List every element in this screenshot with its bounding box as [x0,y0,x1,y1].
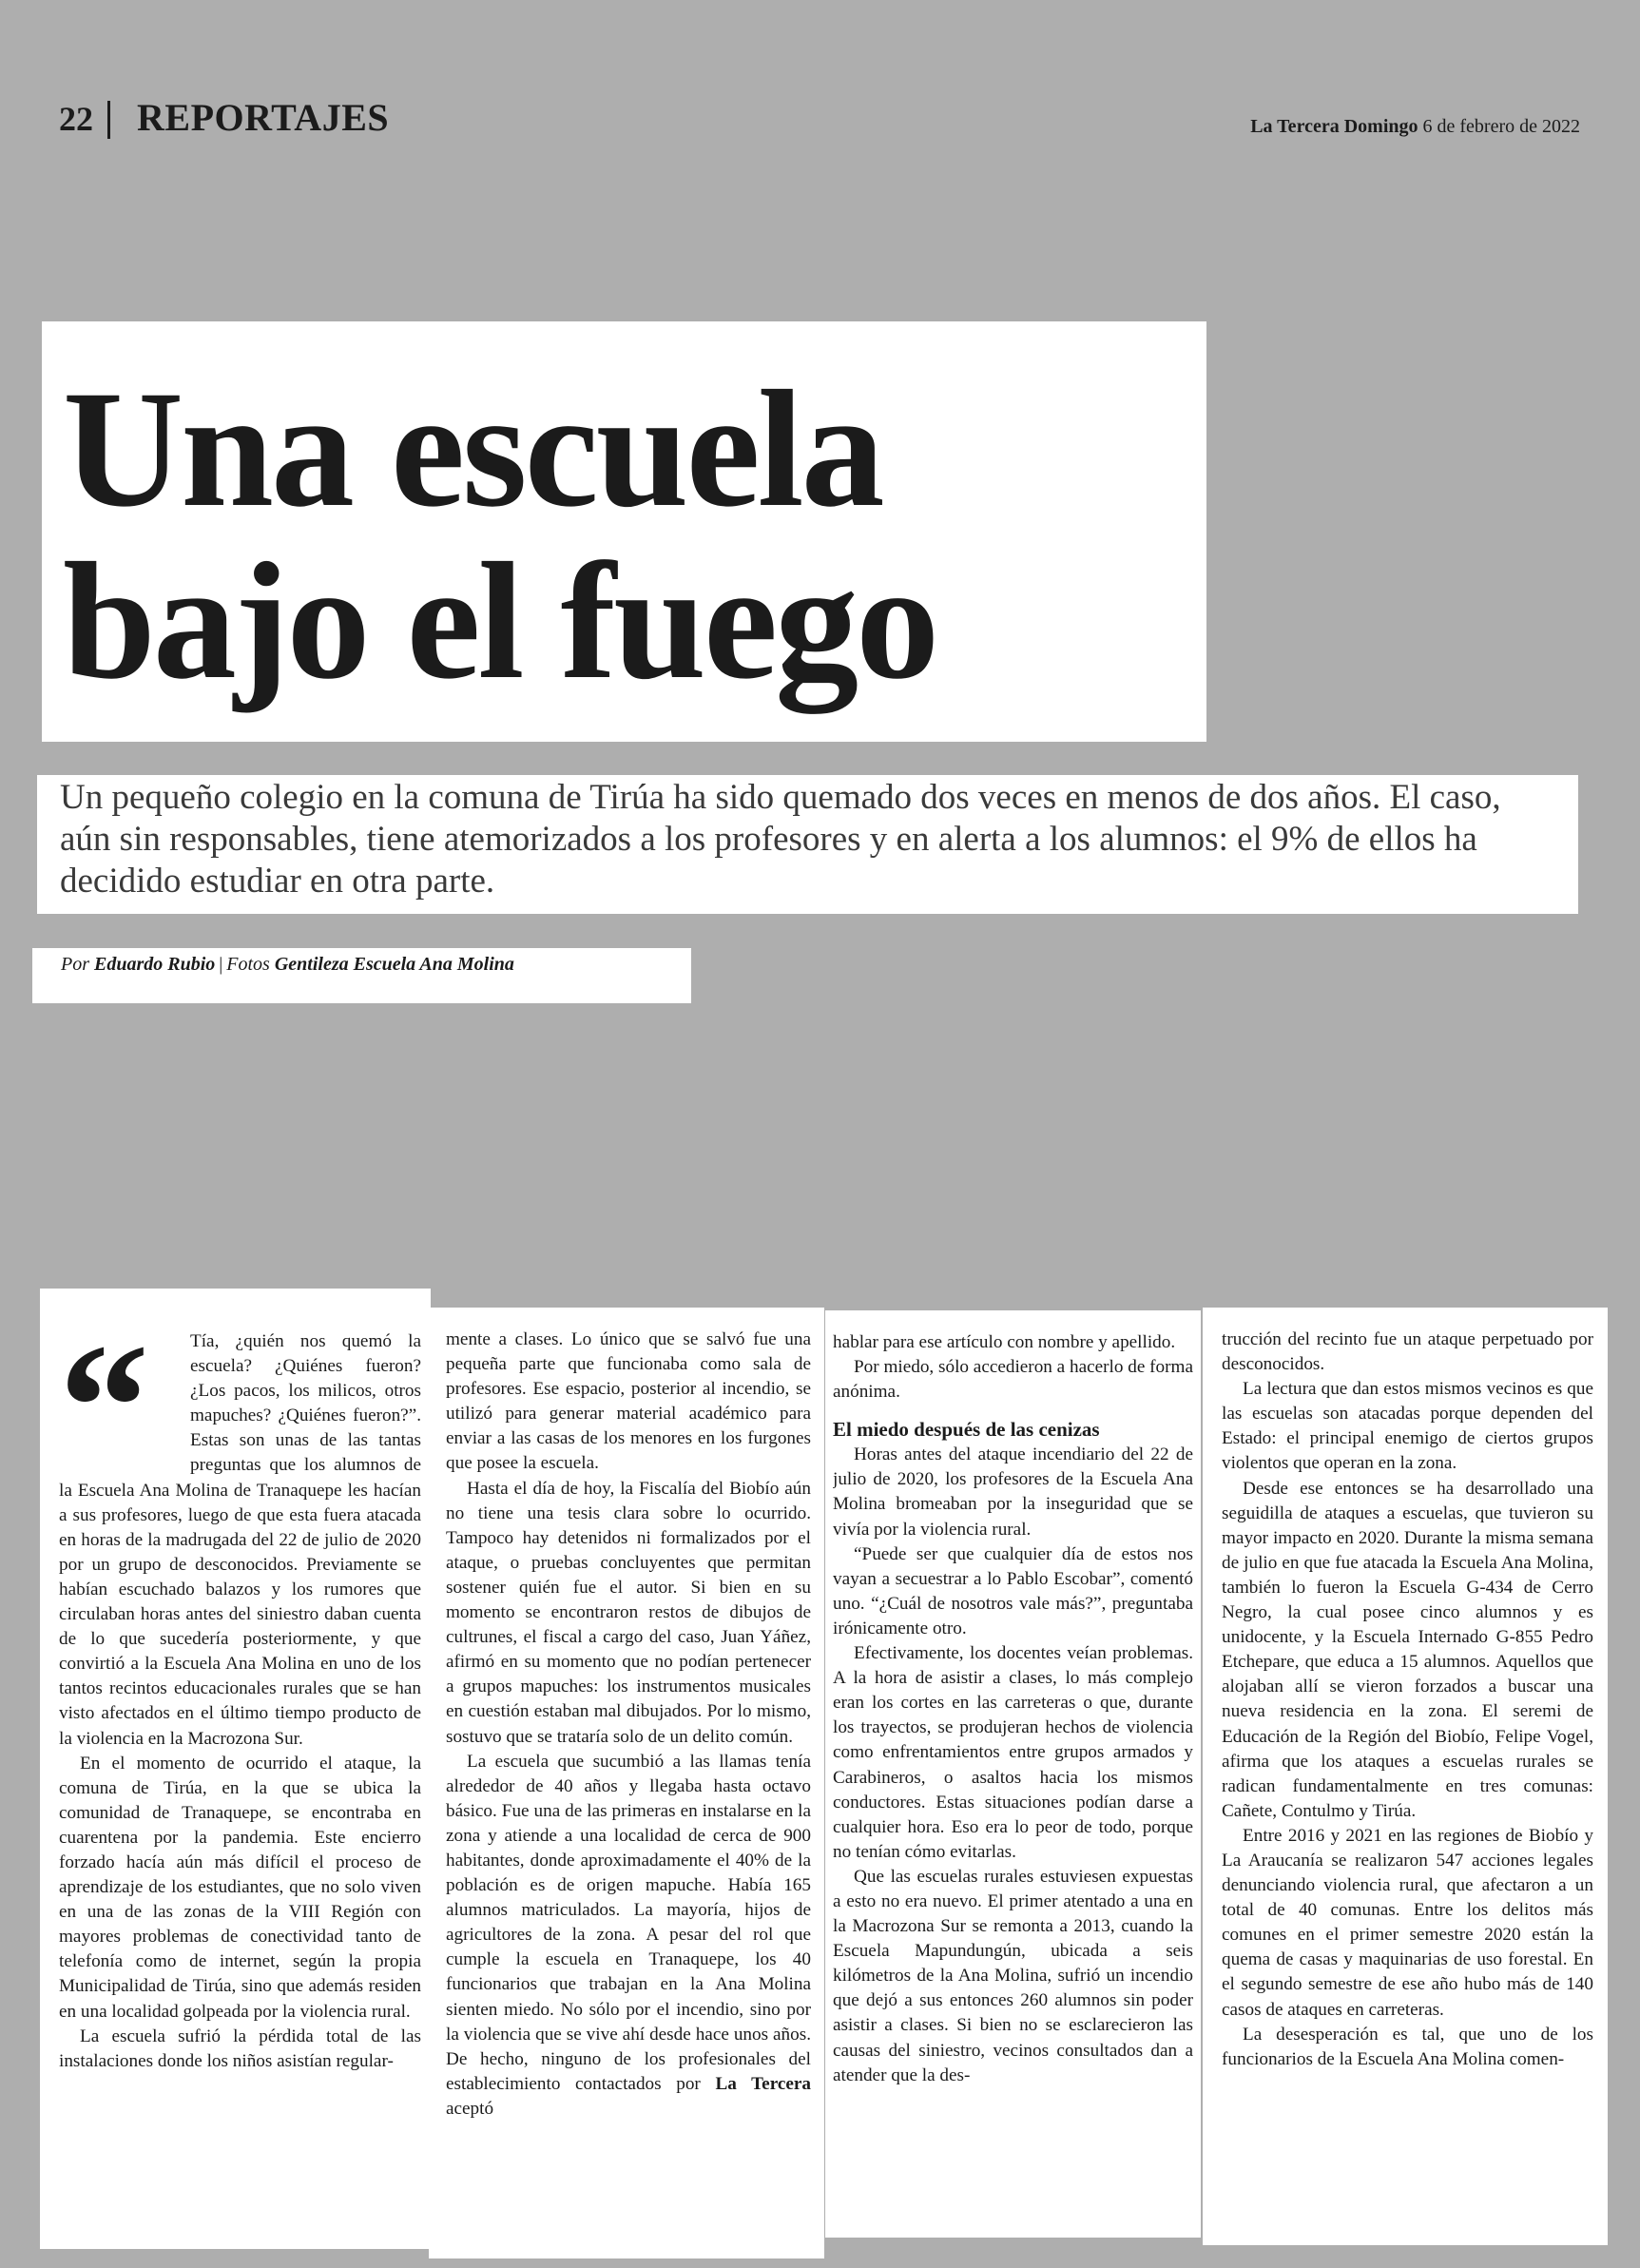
paragraph: hablar para ese artículo con nombre y apellido. [833,1332,1176,1352]
article-column-4 [1203,1308,1608,2245]
paragraph: Horas antes del ataque incendiario del 22 de julio de 2020, los profesores de la Escuela Ana Molina bromeaban por la inseguridad que se vivía por la violencia rural. [833,1444,1193,1540]
paragraph: Entre 2016 y 2021 en las regiones de Biobío y La Araucanía se realizaron 547 acciones legales denunciando violencia rural, que afectaron a un total de 40 comunas. Entre los delitos más comunes en el primer semestre 2020 están la quema de casas y maquinarias de uso forestal. En el segundo semestre de ese año hubo más de 140 casos de ataques en carreteras. [1222,1825,1593,2020]
column-4-text [1222,1328,1593,2240]
brand-mention: La Tercera [715,2073,811,2094]
paragraph [446,1750,811,2122]
column-3-text [833,1330,1193,2234]
headline-line-1: Una escuela [63,357,882,542]
paragraph: Desde ese entonces se ha desarrollado una seguidilla de ataques a escuelas, que tuvieron su mayor impacto en 2020. Durante la misma semana de julio en que fue atacada la Escuela Ana Molina, también lo fueron la Escuela G-434 de Cerro Negro, la cual posee cinco alumnos y es unidocente, y la Escuela Internado G-855 Pedro Etchepare, que educa a 15 alumnos. Aquellos que alojaban allí se vieron forzados a buscar una nueva residencia en la zona. El seremi de Educación de la Región del Biobío, Felipe Vogel, afirma que los ataques a escuelas rurales se radican fundamentalmente en tres comunas: Cañete, Contulmo y Tirúa. [1222,1478,1593,1821]
subheading: El miedo después de las cenizas [833,1418,1100,1442]
paragraph: Tía, ¿quién nos quemó la escuela? ¿Quiénes fueron? ¿Los pacos, los milicos, otros mapuches? ¿Quiénes fueron?”. Estas son unas de las tantas preguntas que los alumnos de la Escuela Ana Molina de Tranaquepe les hacían a sus profesores, luego de que esta fuera atacada en horas de la madrugada del 22 de julio de 2020 por un grupo de desconocidos. Previamente se habían escuchado balazos y los rumores que circulaban horas antes del siniestro daban cuenta de lo que sucedería posteriormente, y que convirtió a la Escuela Ana Molina en uno de los tantos recintos educacionales rurales que se han visto afectados en el último tiempo producto de la violencia en la Macrozona Sur. [59,1331,421,1749]
paragraph-text: La escuela que sucumbió a las llamas tenía alrededor de 40 años y llegaba hasta octavo básico. Fue una de las primeras en instalarse en la zona y atiende a una localidad de cerca de 900 habitantes, donde aproximadamente el 40% de la población es de origen mapuche. Había 165 alumnos matriculados. La mayoría, hijos de agricultores de la zona. A pesar del rol que cumple la escuela en Tranaquepe, los 40 funcionarios que trabajan en la Ana Molina sienten miedo. No sólo por el incendio, sino por la violencia que se vive ahí desde hace unos años. De hecho, ninguno de los profesionales del establecimiento contactados por [446,1751,811,2094]
byline-photos-credit: Gentileza Escuela Ana Molina [274,954,514,975]
paragraph: mente a clases. Lo único que se salvó fue una pequeña parte que funcionaba como sala de profesores. Ese espacio, posterior al incendio, se utilizó para generar material académico para enviar a las casas de los menores en los furgones que posee la escuela. [446,1329,811,1474]
byline-author: Eduardo Rubio [94,954,216,975]
byline-photos-label: Fotos [226,954,270,975]
headline-box [42,321,1206,742]
article-column-3 [825,1310,1201,2238]
column-1-text [59,1329,421,2242]
article-column-2 [429,1308,824,2258]
deck-box [37,775,1578,914]
section-title: REPORTAJES [137,96,390,139]
paragraph-text-end: aceptó [446,2098,494,2119]
page-number: 22 [59,100,93,138]
deck-text: Un pequeño colegio en la comuna de Tirúa ha sido quemado dos veces en menos de dos años. El caso, aún sin responsables, tiene atemorizados a los profesores y en alerta a los alumnos: el 9% de ellos ha decidido estudiar en otra parte. [60,778,1501,901]
publication-date: 6 de febrero de 2022 [1422,116,1580,137]
paragraph: La desesperación es tal, que uno de los funcionarios de la Escuela Ana Molina comen- [1222,2024,1593,2069]
headline-line-2: bajo el fuego [63,529,937,714]
header-divider [107,101,110,139]
paragraph: trucción del recinto fue un ataque perpetuado por desconocidos. [1222,1329,1593,1375]
byline [61,954,514,976]
paragraph: En el momento de ocurrido el ataque, la comuna de Tirúa, en la que se ubica la comunidad de Tranaquepe, se encontraba en cuarentena por la pandemia. Este encierro forzado hacía aún más difícil el proceso de aprendizaje de los estudiantes, que no solo viven en una de las zonas de la VIII Región con mayores problemas de conectividad tanto de telefonía como de internet, según la propia Municipalidad de Tirúa, sino que además residen en una localidad golpeada por la violencia rural. [59,1753,421,2022]
paragraph: “Puede ser que cualquier día de estos nos vayan a secuestrar a lo Pablo Escobar”, comentó uno. “¿Cuál de nosotros vale más?”, preguntaba irónicamente otro. [833,1543,1193,1638]
paragraph: Efectivamente, los docentes veían problemas. A la hora de asistir a clases, lo más complejo eran los cortes en las carreteras o que, durante los trayectos, se produjeran hechos de violencia como enfrentamientos entre grupos armados y Carabineros, o asaltos hacia los mismos conductores. Estas situaciones podían darse a cualquier hora. Eso era lo peor de todo, porque no tenían cómo evitarlas. [833,1643,1193,1862]
byline-box [32,948,691,1003]
paragraph: Hasta el día de hoy, la Fiscalía del Biobío aún no tiene una tesis clara sobre lo ocurrido. Tampoco hay detenidos ni formalizados por el ataque, o pruebas concluyentes que permitan sostener quién fue el autor. Si bien en su momento se encontraron restos de dibujos de cultrunes, el fiscal a cargo del caso, Juan Yáñez, afirmó en su momento que no podían pertenecer a grupos mapuches: los instrumentos musicales en cuestión estaban mal dibujados. Por lo mismo, sostuvo que se trataría solo de un delito común. [446,1478,811,1747]
publication-dateline [1250,116,1580,138]
opening-quote-mark: “ [59,1329,149,1507]
publication-name: La Tercera Domingo [1250,116,1418,137]
column-2-text [446,1328,811,2248]
paragraph: Por miedo, sólo accedieron a hacerlo de forma anónima. [833,1357,1193,1403]
paragraph: La lectura que dan estos mismos vecinos es que las escuelas son atacadas porque dependen del Estado: el principal enemigo de ciertos grupos violentos que operan en la zona. [1222,1379,1593,1474]
paragraph: Que las escuelas rurales estuviesen expuestas a esto no era nuevo. El primer atentado a una en la Macrozona Sur se remonta a 2013, cuando la Escuela Mapundungún, ubicada a seis kilómetros de la Ana Molina, sufrió un incendio que dejó a sus entonces 260 alumnos sin poder asistir a clases. Si bien no se esclarecieron las causas del siniestro, vecinos consultados dan a atender que la des- [833,1866,1193,2085]
article-column-1 [40,1289,431,2249]
paragraph: La escuela sufrió la pérdida total de las instalaciones donde los niños asistían regular- [59,2026,421,2071]
byline-separator: | [219,954,223,975]
byline-por: Por [61,954,89,975]
